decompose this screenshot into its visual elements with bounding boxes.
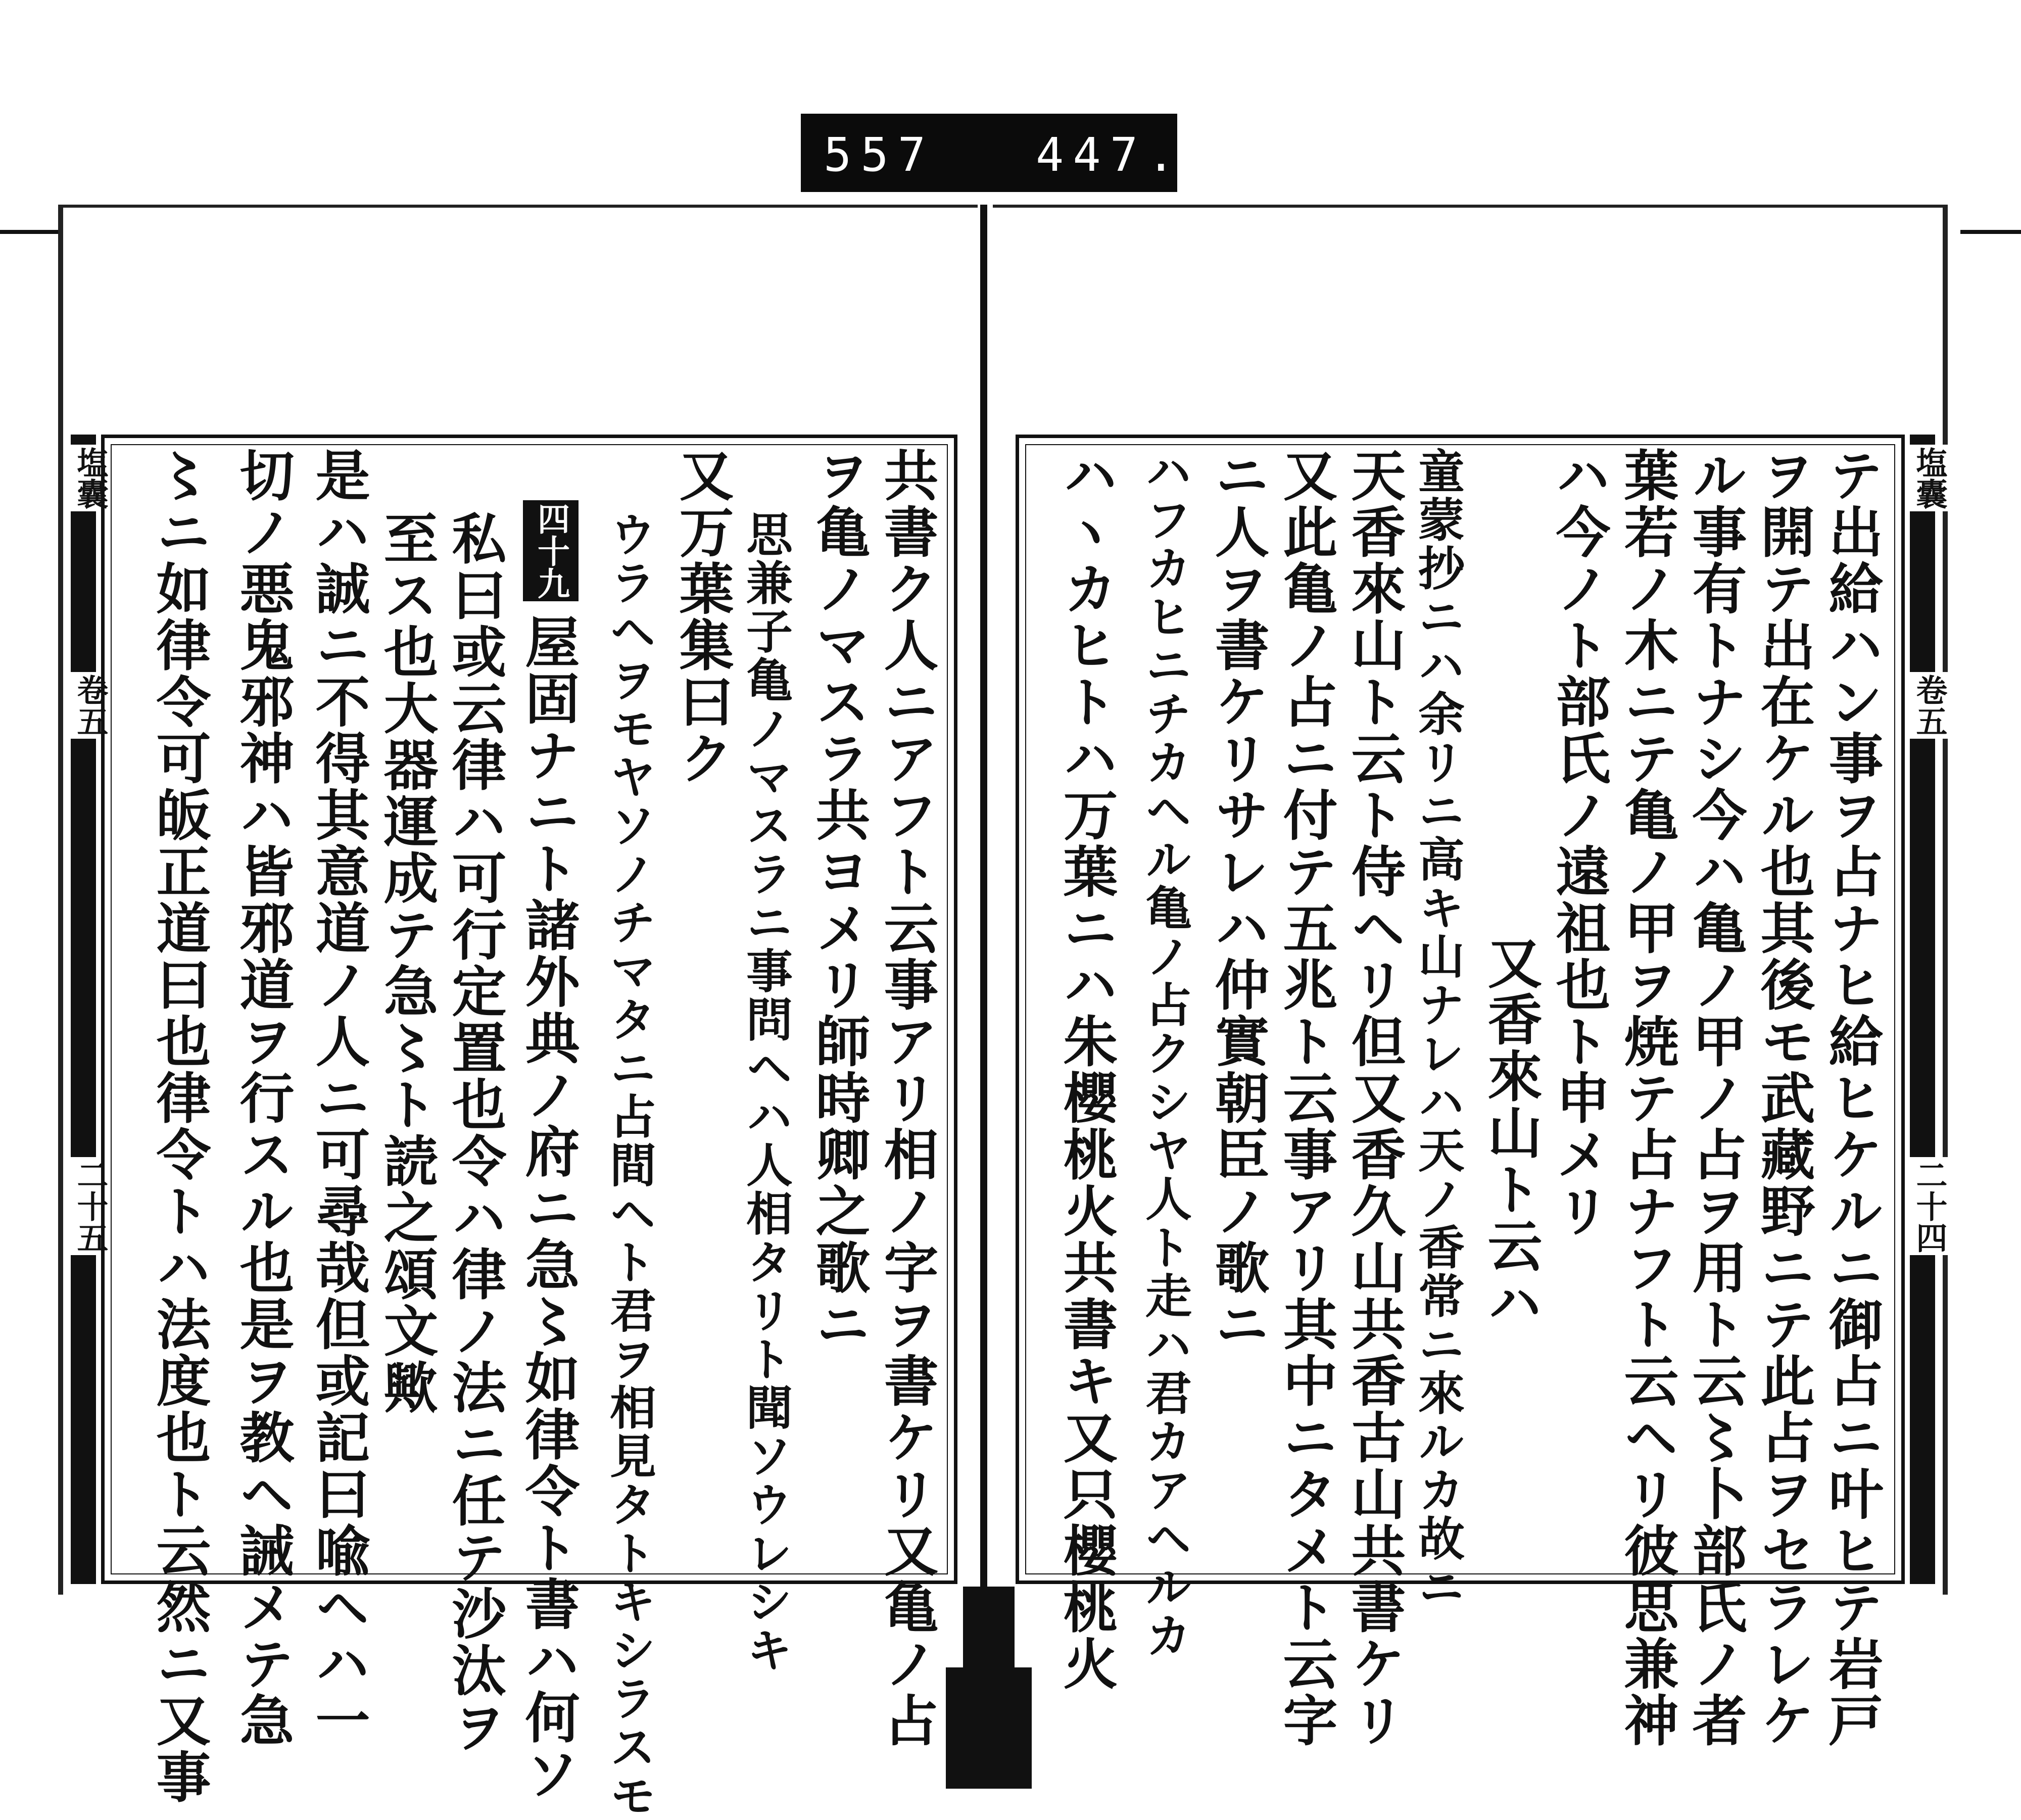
right-column-1: テ出給ハン事ヲ占ナヒ給ヒケルニ御占ニ叶ヒテ岩戸 (1819, 447, 1883, 1749)
book-gutter (980, 205, 987, 1592)
right-column-9: ニ人ヲ書ケリサレハ仲實朝臣ノ歌ニ (1206, 447, 1269, 1353)
right-column-4: 葉若ノ木ニテ亀ノ甲ヲ焼テ占ナフト云ヘリ彼思兼神 (1615, 447, 1678, 1749)
right-column-11: ハヽカヒトハ万葉ニハ朱櫻桃火共書キ又只櫻桃火 (1054, 447, 1118, 1692)
left-column-10: 切ノ悪鬼邪神ハ皆邪道ヲ行スル也是ヲ教ヘ誡メテ急 (230, 447, 294, 1749)
left-column-4: 又万葉集曰ク (670, 447, 734, 787)
right-column-8: 又此亀ノ占ニ付テ五兆ト云事アリ其中ニタメト云字 (1274, 447, 1337, 1749)
section-marker: 四十九 (523, 500, 579, 601)
left-running-title: 塩囊 (68, 445, 113, 511)
right-column-6: 童蒙抄ニハ余リニ高キ山ナレハ天ノ香常ニ來ルカ故ニ (1411, 447, 1465, 1611)
right-column-5: ハ今ノト部氏ノ遠祖也ト申メリ (1547, 447, 1610, 1239)
left-column-1: 共書ク人ニアフト云事アリ相ノ字ヲ書ケリ又亀ノ占 (875, 447, 938, 1749)
left-volume-label: 卷五 (68, 672, 113, 739)
left-column-9: 是ハ誠ニ不得其意道ノ人ニ可尋哉但或記曰喩ヘハ一 (306, 447, 370, 1749)
gutter-shadow (946, 1587, 1032, 1789)
left-column-3: 思兼子亀ノマスラニ事問ヘハ人相タリト聞ソウレシキ (739, 510, 793, 1674)
right-column-10: ハフカヒニチカヘル亀ノ占クシヤ人ト走ハ君カアヘルカ (1138, 447, 1192, 1660)
left-column-8: 至ス也大器運成テ急〻ト読之頌文歟 (374, 510, 438, 1416)
right-page-number: 二十四 (1907, 1157, 1952, 1255)
left-column-2: ヲ亀ノマスラ共ヨメリ師時卿之歌ニ (806, 447, 870, 1353)
right-column-5b: 又香來山ト云ハ (1478, 935, 1542, 1331)
catalog-number-right: 447. (1036, 128, 1184, 182)
catalog-number-label (801, 114, 1184, 192)
left-page-number: 二十五 (68, 1157, 113, 1255)
left-column-11: 〻ニ如律令可皈正道曰也律令トハ法度也ト云然ニ又事 (147, 447, 211, 1805)
right-column-3: ル事有トナシ今ハ亀ノ甲ノ占ヲ用ト云〻卜部氏ノ者 (1683, 447, 1747, 1749)
left-column-6: 屋固ナニト諸外典ノ府ニ急〻如律令ト書ハ何ソ (516, 614, 580, 1802)
right-edge-rule (1960, 230, 2021, 234)
right-margin-bar (1910, 435, 1948, 1584)
right-column-2: ヲ開テ出在ケル也其後モ武藏野ニテ此占ヲセラレケ (1751, 447, 1815, 1749)
left-margin-bar (71, 435, 109, 1584)
right-volume-label: 卷五 (1907, 672, 1952, 739)
right-running-title: 塩囊 (1907, 445, 1952, 511)
right-column-7: 天香來山ト云ト侍ヘリ但又香久山共香古山共書ケリ (1342, 447, 1406, 1749)
left-edge-rule (0, 230, 61, 234)
left-column-5: ウラヘヲモヤソノチマタニ占間ヘト君ヲ相見タトキシラスモ (602, 510, 657, 1820)
left-column-7: 私曰或云律ハ可行定置也令ハ律ノ法ニ任テ沙汰ヲ (443, 510, 506, 1755)
catalog-number-left: 557 (824, 128, 935, 182)
